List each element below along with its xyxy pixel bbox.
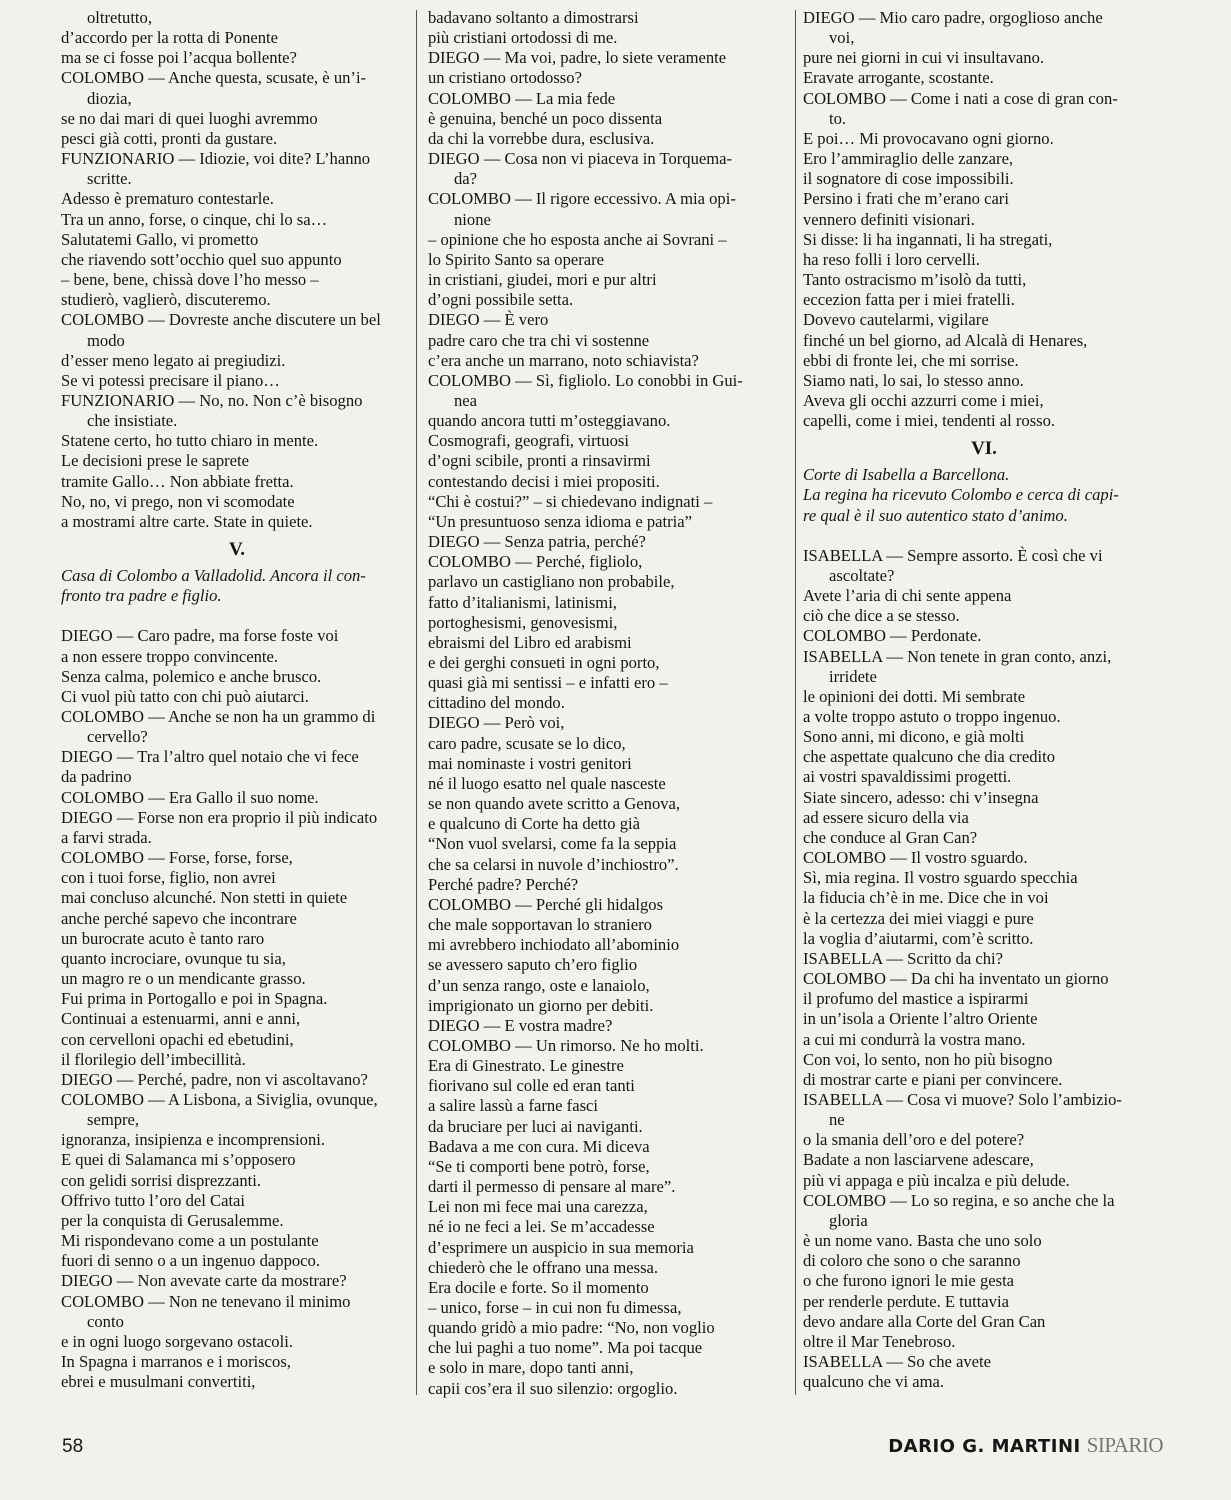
verse-line: Aveva gli occhi azzurri come i miei,: [803, 390, 1044, 410]
verse-line: Cosmografi, geografi, virtuosi: [428, 431, 629, 451]
verse-line: Continuai a estenuarmi, anni e anni,: [61, 1009, 301, 1029]
verse-line: ISABELLA — Non tenete in gran conto, anzi,: [803, 646, 1112, 666]
verse-line: – bene, bene, chissà dove l’ho messo –: [61, 270, 319, 290]
verse-line: se no dai mari di quei luoghi avremmo: [61, 108, 318, 128]
verse-line: mai concluso alcunché. Non stetti in quiete: [61, 888, 348, 908]
verse-line: d’ogni possibile setta.: [428, 290, 574, 310]
verse-line: – opinione che ho esposta anche ai Sovrani –: [428, 229, 727, 249]
verse-line: COLOMBO — Anche se non ha un grammo di: [61, 707, 376, 726]
verse-line: Adesso è prematuro contestarle.: [61, 189, 274, 209]
verse-continuation: sempre,: [87, 1110, 140, 1130]
verse-line: in un’isola a Oriente l’altro Oriente: [803, 1009, 1038, 1029]
verse-line: COLOMBO — Da chi ha inventato un giorno: [803, 969, 1109, 989]
verse-line: Avete l’aria di chi sente appena: [803, 586, 1012, 606]
verse-line: COLOMBO — Dovreste anche discutere un bel: [61, 310, 381, 330]
verse-line: In Spagna i marranos e i moriscos,: [61, 1352, 291, 1371]
verse-line: le opinioni dei dotti. Mi sembrate: [803, 686, 1026, 706]
verse-continuation: nea: [454, 390, 478, 410]
verse-line: Badate a non lasciarvene adescare,: [803, 1150, 1034, 1170]
verse-line: anche perché sapevo che incontrare: [61, 908, 297, 928]
verse-line: da padrino: [61, 767, 132, 787]
verse-line: Tra un anno, forse, o cinque, chi lo sa…: [61, 209, 328, 229]
verse-line: Fui prima in Portogallo e poi in Spagna.: [61, 989, 328, 1009]
verse-continuation: cervello?: [87, 727, 148, 747]
verse-line: Salutatemi Gallo, vi prometto: [61, 229, 259, 249]
page-number: 58: [62, 1436, 84, 1457]
blank-line: [803, 526, 1165, 546]
verse-line: quando ancora tutti m’osteggiavano.: [428, 411, 671, 431]
verse-line: a volte troppo astuto o troppo ingenuo.: [803, 707, 1061, 726]
text-column-2: [428, 8, 788, 1399]
verse-line: capelli, come i miei, tendenti al rosso.: [803, 411, 1056, 431]
verse-line: che lui paghi a tuo nome”. Ma poi tacque: [428, 1338, 703, 1358]
running-footer: [888, 1433, 1163, 1458]
verse-line: ISABELLA — So che avete: [803, 1352, 992, 1371]
verse-line: quando gridò a mio padre: “No, non voglio: [428, 1318, 715, 1338]
verse-line: COLOMBO — Perché, figliolo,: [428, 552, 643, 572]
verse-line: DIEGO — Forse non era proprio il più indicato: [61, 807, 378, 827]
verse-line: o la smania dell’oro e del potere?: [803, 1130, 1025, 1150]
verse-line: COLOMBO — Il rigore eccessivo. A mia opi-: [428, 189, 736, 209]
verse-line: fatto d’italianismi, latinismi,: [428, 592, 617, 612]
verse-line: e in ogni luogo sorgevano ostacoli.: [61, 1331, 293, 1351]
verse-line: ISABELLA — Sempre assorto. È così che vi: [803, 545, 1103, 565]
verse-line: d’ogni scibile, pronti a rinsavirmi: [428, 451, 651, 471]
verse-line: Ci vuol più tatto con chi può aiutarci.: [61, 686, 309, 706]
verse-line: Senza calma, polemico e anche brusco.: [61, 666, 322, 686]
verse-line: ad essere sicuro della via: [803, 807, 969, 827]
verse-line: Si disse: li ha ingannati, li ha stregati,: [803, 229, 1053, 249]
text-column-1: [61, 8, 413, 1392]
verse-line: studierò, vaglierò, discuteremo.: [61, 290, 271, 310]
verse-line: né io ne feci a lei. Se m’accadesse: [428, 1217, 655, 1237]
verse-line: né il luogo esatto nel quale nasceste: [428, 773, 666, 793]
verse-line: oltre il Mar Tenebroso.: [803, 1331, 956, 1351]
verse-line: ai vostri spavaldissimi progetti.: [803, 767, 1012, 787]
verse-line: d’esprimere un auspicio in sua memoria: [428, 1237, 694, 1257]
verse-line: Persino i frati che m’erano cari: [803, 189, 1009, 209]
verse-line: il sognatore di cose impossibili.: [803, 169, 1014, 189]
verse-line: Perché padre? Perché?: [428, 874, 579, 894]
verse-line: contestando decisi i miei propositi.: [428, 471, 660, 491]
verse-line: cittadino del mondo.: [428, 693, 565, 713]
verse-line: ISABELLA — Scritto da chi?: [803, 948, 1004, 968]
verse-line: Tanto ostracismo m’isolò da tutti,: [803, 270, 1027, 290]
verse-line: caro padre, scusate se lo dico,: [428, 733, 626, 753]
verse-line: Eravate arrogante, scostante.: [803, 68, 994, 88]
verse-line: COLOMBO — Sì, figliolo. Lo conobbi in Gui-: [428, 370, 743, 390]
verse-line: Le decisioni prese le saprete: [61, 451, 249, 471]
verse-line: a farvi strada.: [61, 827, 152, 847]
verse-line: quanto incrociare, ovunque tu sia,: [61, 948, 286, 968]
verse-line: la fiducia ch’è in me. Dice che in voi: [803, 888, 1049, 908]
verse-line: e solo in mare, dopo tanti anni,: [428, 1358, 634, 1378]
verse-line: di coloro che sono o che saranno: [803, 1251, 1021, 1271]
verse-line: Sì, mia regina. Il vostro sguardo specchia: [803, 868, 1078, 888]
verse-line: COLOMBO — Perché gli hidalgos: [428, 894, 664, 914]
verse-line: tramite Gallo… Non abbiate fretta.: [61, 471, 294, 491]
verse-line: ma se ci fosse poi l’acqua bollente?: [61, 48, 297, 68]
verse-continuation: diozia,: [87, 88, 132, 108]
verse-line: pure nei giorni in cui vi insultavano.: [803, 48, 1045, 68]
verse-line: a salire lassù a farne fasci: [428, 1096, 598, 1116]
verse-line: COLOMBO — Come i nati a cose di gran con-: [803, 88, 1118, 108]
verse-line: ignoranza, insipienza e incomprensioni.: [61, 1130, 326, 1150]
verse-continuation: irridete: [829, 666, 877, 686]
verse-continuation: scritte.: [87, 169, 132, 189]
verse-continuation: ascoltate?: [829, 565, 895, 585]
verse-line: Se vi potessi precisare il piano…: [61, 370, 280, 390]
scene-heading: VI.: [971, 438, 997, 460]
verse-line: DIEGO — Non avevate carte da mostrare?: [61, 1271, 347, 1291]
verse-line: lo Spirito Santo sa operare: [428, 249, 605, 269]
stage-direction: re qual è il suo autentico stato d’animo.: [803, 505, 1068, 525]
verse-line: se non quando avete scritto a Genova,: [428, 794, 681, 814]
verse-line: pesci già cotti, pronti da gustare.: [61, 128, 278, 148]
verse-line: COLOMBO — Un rimorso. Ne ho molti.: [428, 1035, 704, 1055]
verse-line: Badava a me con cura. Mi diceva: [428, 1136, 650, 1156]
verse-line: d’un senza rango, oste e lanaiolo,: [428, 975, 650, 995]
verse-line: per la conquista di Gerusalemme.: [61, 1210, 284, 1230]
verse-line: a cui mi condurrà la vostra mano.: [803, 1029, 1026, 1049]
scene-heading: V.: [228, 539, 246, 561]
verse-continuation: nione: [454, 209, 491, 229]
verse-line: fuori di senno o a un ingenuo dappoco.: [61, 1251, 320, 1271]
verse-line: DIEGO — Perché, padre, non vi ascoltavano?: [61, 1069, 368, 1089]
verse-line: se avessero saputo ch’ero figlio: [428, 955, 638, 975]
column-divider: [795, 10, 796, 1395]
verse-line: ha reso folli i loro cervelli.: [803, 249, 980, 269]
author-name: DARIO G. MARTINI: [888, 1436, 1081, 1457]
verse-line: da bruciare per luci ai naviganti.: [428, 1116, 643, 1136]
verse-line: Era di Ginestrato. Le ginestre: [428, 1056, 624, 1076]
verse-line: con cervelloni opachi ed ebetudini,: [61, 1029, 294, 1049]
verse-continuation: modo: [87, 330, 125, 350]
verse-line: fiorivano sul colle ed eran tanti: [428, 1076, 635, 1096]
verse-line: di mostrar carte e piani per convincere.: [803, 1069, 1063, 1089]
verse-continuation: gloria: [829, 1210, 868, 1230]
verse-line: COLOMBO — Anche questa, scusate, è un’i-: [61, 68, 367, 88]
verse-line: il florilegio dell’imbecillità.: [61, 1049, 246, 1069]
verse-line: E quei di Salamanca mi s’opposero: [61, 1150, 296, 1170]
verse-line: devo andare alla Corte del Gran Can: [803, 1311, 1046, 1331]
verse-line: DIEGO — Senza patria, perché?: [428, 532, 646, 552]
stage-direction: Corte di Isabella a Barcellona.: [803, 465, 1010, 485]
verse-line: che male sopportavan lo straniero: [428, 915, 652, 935]
verse-line: COLOMBO — Perdonate.: [803, 626, 982, 646]
verse-line: il profumo del mastice a ispirarmi: [803, 989, 1029, 1009]
verse-line: ebraismi del Libro ed arabismi: [428, 632, 632, 652]
verse-line: capii cos’era il suo silenzio: orgoglio.: [428, 1378, 678, 1398]
verse-line: per renderle perdute. E tuttavia: [803, 1291, 1009, 1311]
verse-line: darti il permesso di pensare al mare”.: [428, 1177, 676, 1197]
verse-line: un burocrate acuto è tanto raro: [61, 928, 265, 948]
verse-line: badavano soltanto a dimostrarsi: [428, 8, 639, 27]
verse-line: DIEGO — Mio caro padre, orgoglioso anche: [803, 8, 1103, 27]
verse-line: E poi… Mi provocavano ogni giorno.: [803, 128, 1054, 148]
verse-line: DIEGO — Cosa non vi piaceva in Torquema-: [428, 149, 733, 169]
verse-line: che conduce al Gran Can?: [803, 827, 978, 847]
verse-line: mi avrebbero inchiodato all’abominio: [428, 935, 680, 955]
verse-line: “Non vuol svelarsi, come fa la seppia: [428, 834, 677, 854]
verse-line: No, no, vi prego, non vi scomodate: [61, 491, 295, 511]
verse-line: mai nominaste i vostri genitori: [428, 753, 632, 773]
verse-line: più cristiani ortodossi di me.: [428, 28, 618, 48]
verse-line: da chi la vorrebbe dura, esclusiva.: [428, 128, 655, 148]
verse-line: FUNZIONARIO — Idiozie, voi dite? L’hanno: [61, 149, 371, 169]
verse-line: eccezion fatta per i miei fratelli.: [803, 290, 1015, 310]
verse-line: DIEGO — Ma voi, padre, lo siete veramente: [428, 48, 727, 68]
verse-line: c’era anche un marrano, noto schiavista?: [428, 350, 699, 370]
verse-line: “Un presuntuoso senza idioma e patria”: [428, 511, 693, 531]
verse-line: ciò che dice a se stesso.: [803, 606, 960, 626]
verse-line: COLOMBO — Lo so regina, e so anche che la: [803, 1190, 1115, 1210]
verse-line: un cristiano ortodosso?: [428, 68, 582, 88]
verse-continuation: voi,: [829, 28, 855, 48]
verse-line: COLOMBO — Era Gallo il suo nome.: [61, 787, 319, 807]
blank-line: [61, 606, 413, 626]
verse-line: COLOMBO — Non ne tenevano il minimo: [61, 1291, 351, 1311]
verse-line: COLOMBO — Forse, forse, forse,: [61, 848, 293, 868]
verse-line: e dei gerghi consueti in ogni porto,: [428, 653, 660, 672]
verse-line: a mostrami altre carte. State in quiete.: [61, 511, 313, 531]
verse-line: qualcuno che vi ama.: [803, 1372, 944, 1392]
verse-line: imprigionato un giorno per debiti.: [428, 995, 654, 1015]
verse-continuation: conto: [87, 1311, 124, 1331]
verse-line: Siamo nati, lo sai, lo stesso anno.: [803, 370, 1024, 390]
verse-line: è genuina, benché un poco dissenta: [428, 108, 663, 128]
verse-continuation: ne: [829, 1110, 845, 1130]
verse-line: Ero l’ammiraglio delle zanzare,: [803, 149, 1014, 169]
text-column-3: [803, 8, 1165, 1392]
verse-line: – unico, forse – in cui non fu dimessa,: [428, 1298, 682, 1317]
verse-line: DIEGO — È vero: [428, 310, 549, 330]
verse-line: che sa celarsi in nuvole d’inchiostro”.: [428, 854, 679, 874]
verse-continuation: da?: [454, 169, 478, 189]
verse-line: o che furono ignori le mie gesta: [803, 1271, 1015, 1291]
stage-direction: La regina ha ricevuto Colombo e cerca di capi-: [803, 485, 1119, 505]
verse-line: Mi rispondevano come a un postulante: [61, 1231, 319, 1251]
verse-line: “Se ti comporti bene potrò, forse,: [428, 1156, 650, 1176]
verse-line: in cristiani, giudei, mori e pur altri: [428, 270, 657, 290]
column-divider: [416, 10, 417, 1395]
verse-line: è un nome vano. Basta che uno solo: [803, 1231, 1042, 1251]
magazine-name: SIPARIO: [1086, 1433, 1163, 1457]
verse-line: a non essere troppo convincente.: [61, 646, 279, 666]
verse-line: più vi appaga e più incalza e più delude.: [803, 1170, 1070, 1190]
verse-line: Era docile e forte. So il momento: [428, 1277, 649, 1297]
verse-line: DIEGO — Però voi,: [428, 713, 565, 733]
verse-line: COLOMBO — A Lisbona, a Siviglia, ovunque,: [61, 1089, 378, 1109]
verse-line: vennero definiti visionari.: [803, 209, 975, 229]
verse-line: finché un bel giorno, ad Alcalà di Henares,: [803, 330, 1088, 350]
verse-line: DIEGO — Tra l’altro quel notaio che vi fece: [61, 747, 359, 767]
verse-line: e qualcuno di Corte ha detto già: [428, 814, 640, 834]
verse-line: Lei non mi fece mai una carezza,: [428, 1197, 648, 1217]
verse-line: è la certezza dei miei viaggi e pure: [803, 908, 1034, 928]
verse-line: d’esser meno legato ai pregiudizi.: [61, 350, 286, 370]
verse-line: che riavendo sott’occhio quel suo appunto: [61, 249, 342, 269]
verse-line: DIEGO — E vostra madre?: [428, 1015, 613, 1035]
verse-line: padre caro che tra chi vi sostenne: [428, 330, 650, 350]
verse-line: Siate sincero, adesso: chi v’insegna: [803, 787, 1039, 807]
verse-continuation: che insistiate.: [87, 411, 178, 431]
verse-line: COLOMBO — Il vostro sguardo.: [803, 848, 1028, 868]
stage-direction: fronto tra padre e figlio.: [61, 586, 222, 606]
verse-line: che aspettate qualcuno che dia credito: [803, 747, 1056, 767]
verse-line: con gelidi sorrisi disprezzanti.: [61, 1170, 261, 1190]
verse-line: chiederò che le offrano una messa.: [428, 1257, 659, 1277]
stage-direction: Casa di Colombo a Valladolid. Ancora il con-: [61, 566, 366, 586]
verse-line: ebrei e musulmani convertiti,: [61, 1372, 256, 1392]
verse-line: DIEGO — Caro padre, ma forse foste voi: [61, 626, 339, 646]
verse-line: Offrivo tutto l’oro del Catai: [61, 1190, 246, 1210]
verse-line: Dovevo cautelarmi, vigilare: [803, 310, 989, 330]
verse-line: un magro re o un mendicante grasso.: [61, 969, 306, 989]
verse-line: FUNZIONARIO — No, no. Non c’è bisogno: [61, 390, 363, 410]
verse-continuation: to.: [829, 108, 847, 128]
verse-line: ebbi di fronte lei, che mi sorrise.: [803, 350, 1019, 370]
verse-line: COLOMBO — La mia fede: [428, 88, 616, 108]
verse-line: Statene certo, ho tutto chiaro in mente.: [61, 431, 319, 451]
verse-line: d’accordo per la rotta di Ponente: [61, 28, 279, 48]
verse-line: Sono anni, mi dicono, e già molti: [803, 727, 1025, 747]
verse-line: “Chi è costui?” – si chiedevano indignati –: [428, 491, 713, 511]
verse-line: la voglia d’aiutarmi, com’è scritto.: [803, 928, 1034, 948]
verse-line: quasi già mi sentissi – e infatti ero –: [428, 673, 668, 693]
verse-line: portoghesismi, genovesismi,: [428, 612, 618, 632]
verse-line: parlavo un castigliano non probabile,: [428, 572, 675, 592]
verse-line: con i tuoi forse, figlio, non avrei: [61, 868, 276, 888]
verse-line: ISABELLA — Cosa vi muove? Solo l’ambizio-: [803, 1089, 1122, 1109]
verse-line: oltretutto,: [87, 8, 152, 27]
verse-line: Con voi, lo sento, non ho più bisogno: [803, 1049, 1053, 1069]
